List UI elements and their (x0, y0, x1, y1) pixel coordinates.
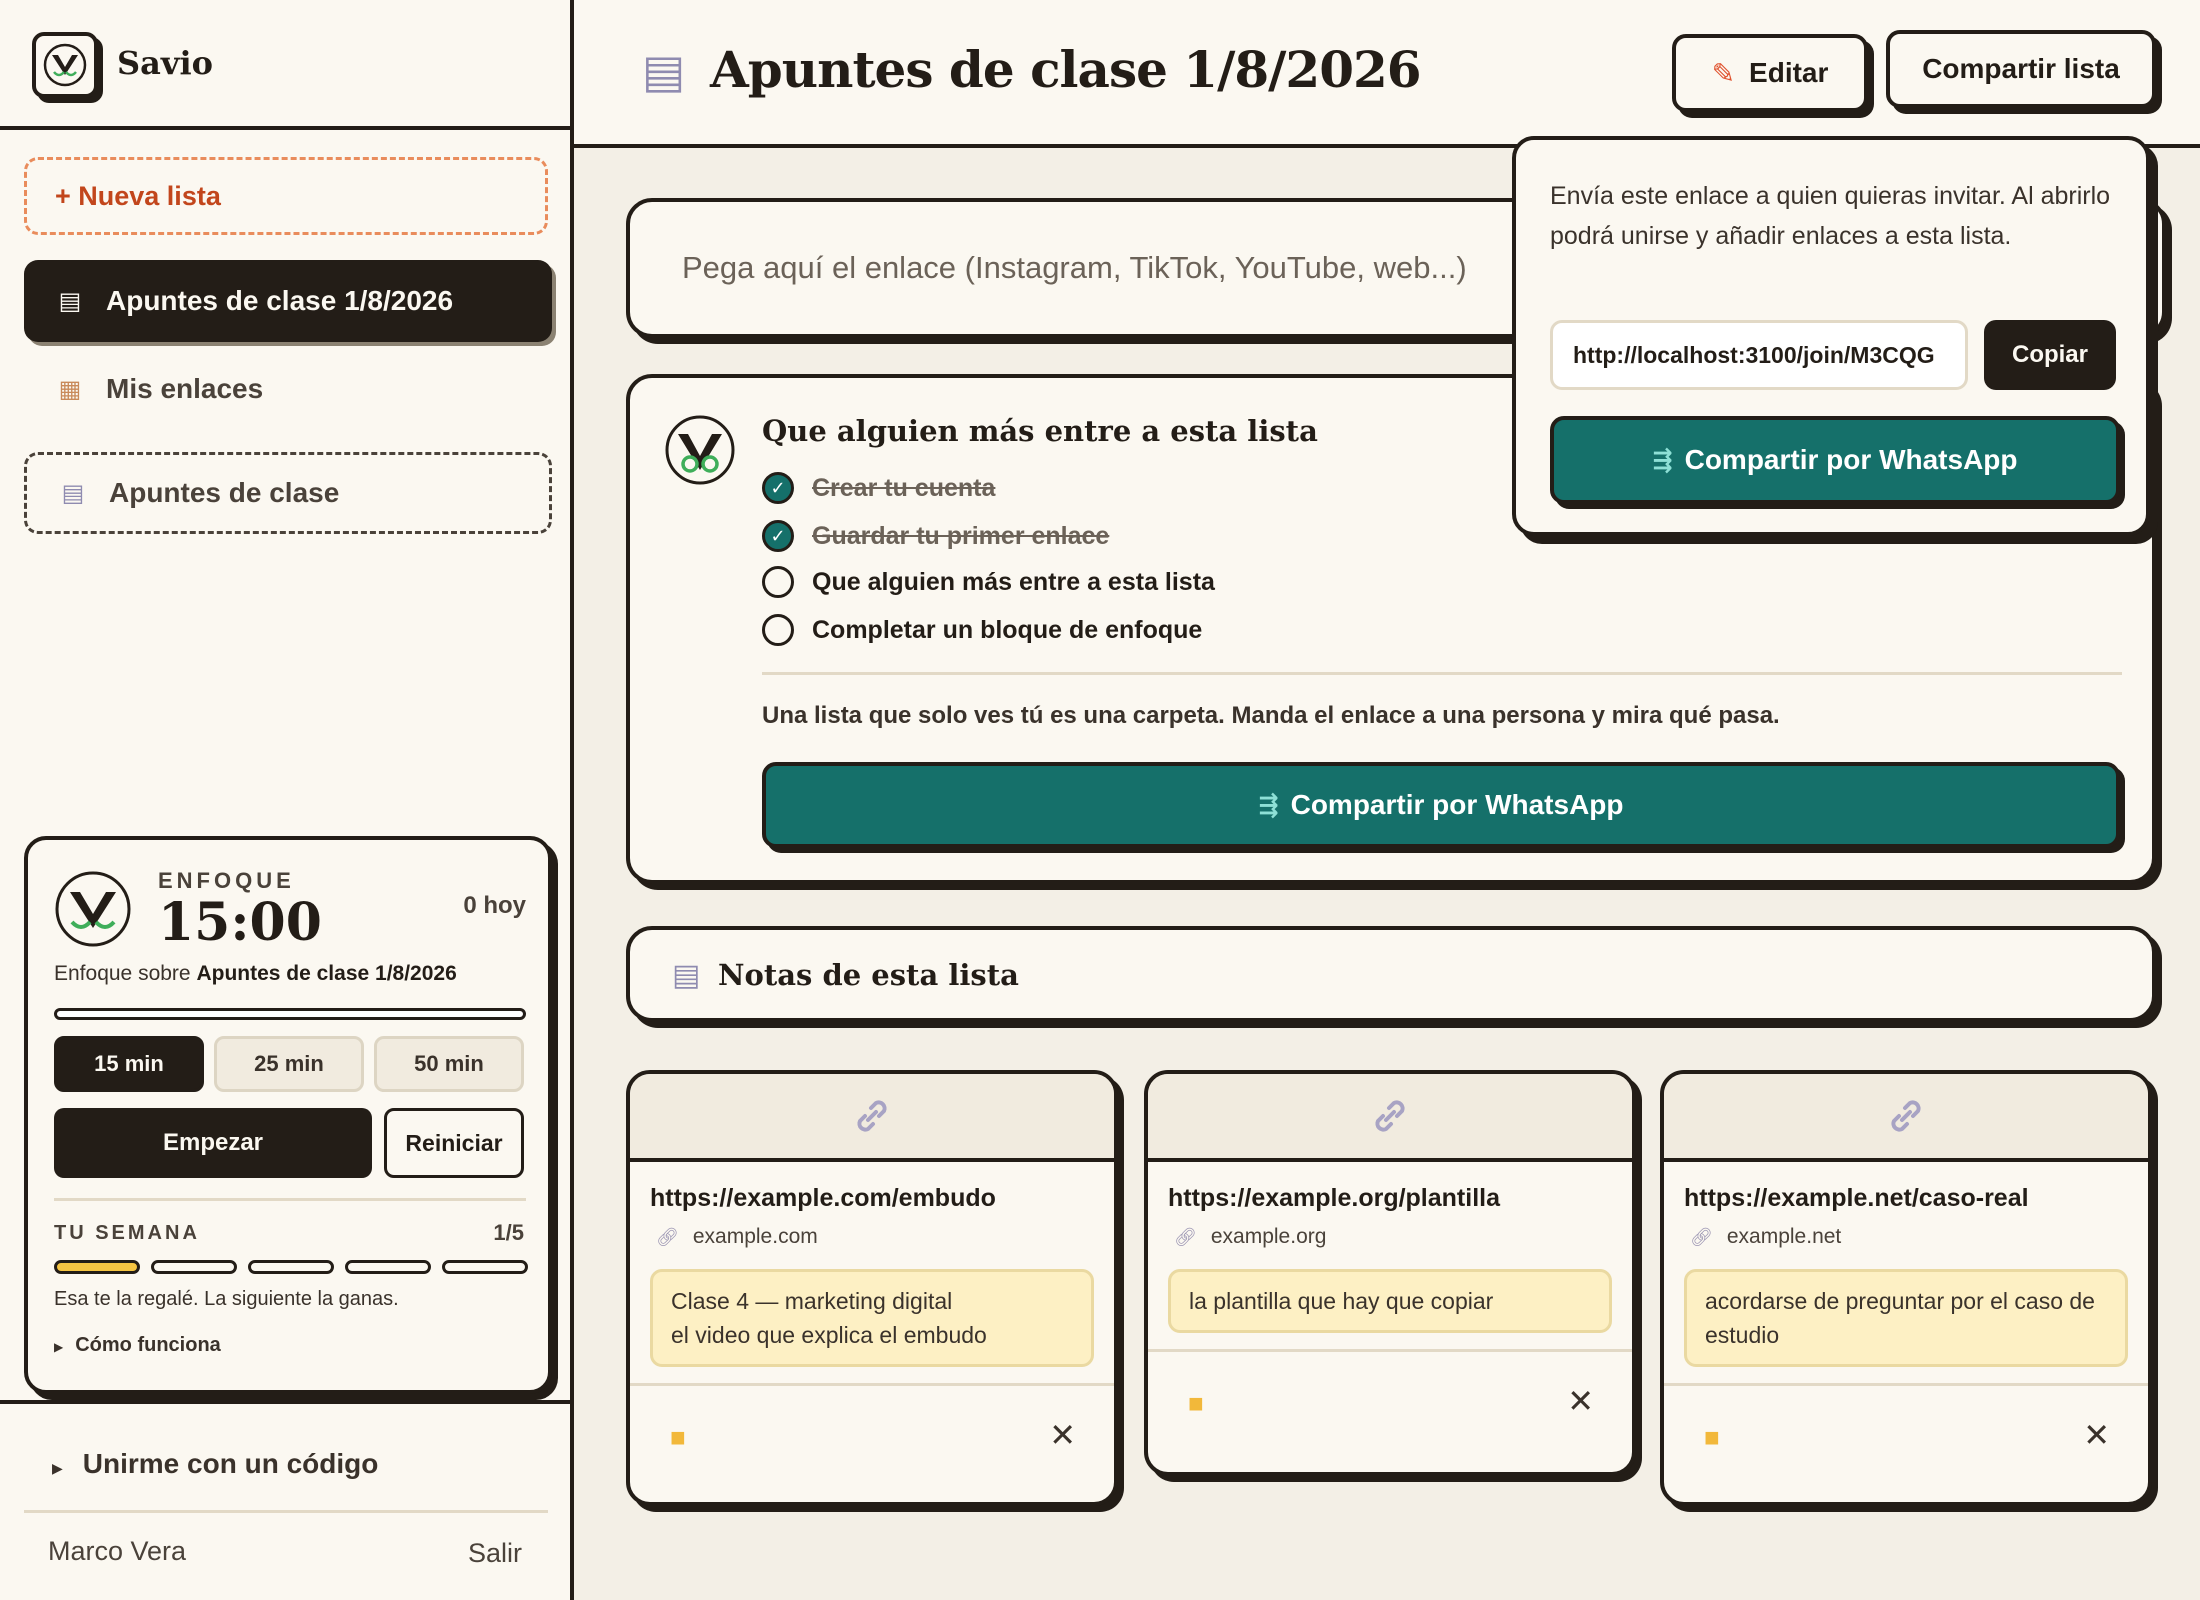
link-icon (1368, 1094, 1412, 1138)
whatsapp-share-button[interactable] (762, 762, 2120, 848)
page-header (574, 0, 2200, 148)
sidebar-item-apuntes-de-clase[interactable] (24, 452, 552, 534)
sidebar (0, 0, 574, 1600)
new-list-button[interactable]: + Nueva lista (24, 157, 548, 235)
edit-button-label: Editar (1749, 57, 1829, 88)
notes-section[interactable] (626, 926, 2156, 1022)
card-footer (1148, 1349, 1632, 1433)
card-url[interactable]: https://example.org/plantilla (1168, 1184, 1500, 1212)
card-url[interactable]: https://example.com/embudo (650, 1184, 996, 1212)
close-icon[interactable]: ✕ (1049, 1417, 1076, 1453)
empty-circle-icon (762, 566, 794, 598)
card-note-line: la plantilla que hay que copiar (1189, 1288, 1494, 1314)
card-domain-label: example.net (1726, 1225, 1842, 1248)
focus-label: ENFOQUE (158, 868, 295, 893)
link-icon: 🔗︎ (1690, 1226, 1713, 1247)
how-it-works-toggle[interactable] (54, 1334, 221, 1357)
sidebar-item-label: Apuntes de clase (109, 477, 340, 508)
sidebar-item-mis-enlaces[interactable] (24, 348, 552, 430)
week-segment (248, 1260, 334, 1274)
card-note-line: estudio (1705, 1322, 1780, 1348)
link-card[interactable] (626, 1070, 1118, 1506)
focus-target-list: Apuntes de clase 1/8/2026 (196, 962, 457, 985)
divider (54, 1198, 526, 1201)
card-footer (630, 1383, 1114, 1467)
link-icon (1884, 1094, 1928, 1138)
checklist-item-label: Completar un bloque de enfoque (812, 615, 1203, 644)
link-icon (850, 1094, 894, 1138)
user-name: Marco Vera (48, 1536, 187, 1566)
card-domain-label: example.org (1210, 1225, 1327, 1248)
folder-icon[interactable]: ■ (1188, 1388, 1204, 1418)
card-note-line: el video que explica el embudo (671, 1322, 987, 1348)
savio-logo-icon (664, 414, 736, 491)
brand-header (0, 0, 570, 130)
share-popover (1512, 136, 2150, 536)
folder-icon[interactable]: ■ (1704, 1422, 1720, 1452)
week-segment (345, 1260, 431, 1274)
share-icon: ⇶ (1652, 446, 1673, 474)
checklist-item (762, 566, 1215, 598)
card-thumbnail (1148, 1074, 1632, 1162)
triangle-right-icon: ▶ (54, 1340, 64, 1354)
checklist-item-label: Guardar tu primer enlace (812, 521, 1110, 550)
share-list-button[interactable]: Compartir lista (1886, 30, 2156, 108)
focus-target (54, 962, 457, 986)
whatsapp-share-label: Compartir por WhatsApp (1290, 789, 1624, 820)
focus-progress-bar (54, 1008, 526, 1020)
week-segment (54, 1260, 140, 1274)
notes-title: Notas de esta lista (718, 958, 1019, 992)
checklist-item (762, 520, 1109, 552)
card-note-line: Clase 4 — marketing digital (671, 1288, 953, 1314)
notepad-icon: ▤ (642, 45, 686, 97)
checklist-item (762, 614, 1202, 646)
focus-card (24, 836, 552, 1394)
checklist-message: Una lista que solo ves tú es una carpeta. Manda el enlace a una persona y mira qué pasa. (762, 702, 1780, 729)
checklist-item-label: Que alguien más entre a esta lista (812, 567, 1215, 596)
card-domain (1174, 1225, 1612, 1249)
join-with-code-label: Unirme con un código (82, 1448, 379, 1479)
check-icon: ✓ (762, 520, 794, 552)
whatsapp-share-label: Compartir por WhatsApp (1684, 444, 2018, 475)
duration-50-button[interactable]: 50 min (374, 1036, 524, 1092)
card-footer (1664, 1383, 2148, 1467)
share-icon: ⇶ (1258, 791, 1279, 819)
checklist-title: Que alguien más entre a esta lista (762, 414, 1318, 448)
start-focus-button[interactable]: Empezar (54, 1108, 372, 1178)
checklist-item (762, 472, 995, 504)
week-count: 1/5 (493, 1220, 524, 1245)
link-input[interactable] (634, 206, 1534, 330)
duration-15-button[interactable]: 15 min (54, 1036, 204, 1092)
focus-logo-icon (54, 870, 132, 953)
focus-target-prefix: Enfoque sobre (54, 962, 191, 985)
duration-25-button[interactable]: 25 min (214, 1036, 364, 1092)
card-url[interactable]: https://example.net/caso-real (1684, 1184, 2029, 1212)
card-note[interactable] (1684, 1269, 2128, 1367)
whatsapp-share-button[interactable] (1550, 416, 2120, 504)
join-with-code-toggle[interactable] (52, 1448, 378, 1480)
check-icon: ✓ (762, 472, 794, 504)
link-card[interactable] (1144, 1070, 1636, 1476)
card-domain (1690, 1225, 2128, 1249)
empty-circle-icon (762, 614, 794, 646)
divider (762, 672, 2122, 675)
card-note-line: acordarse de preguntar por el caso de (1705, 1288, 2095, 1314)
reset-focus-button[interactable]: Reiniciar (384, 1108, 524, 1178)
logout-link[interactable]: Salir (467, 1538, 522, 1568)
week-message: Esa te la regalé. La siguiente la ganas. (54, 1288, 399, 1310)
close-icon[interactable]: ✕ (1567, 1383, 1594, 1419)
week-segment (151, 1260, 237, 1274)
triangle-right-icon: ▶ (52, 1460, 63, 1476)
divider (24, 1510, 548, 1513)
logo[interactable] (32, 32, 98, 98)
link-icon: 🔗︎ (656, 1226, 679, 1247)
savio-logo-icon (42, 42, 88, 88)
card-thumbnail (1664, 1074, 2148, 1162)
brand-name: Savio (117, 44, 213, 82)
card-domain (656, 1225, 1094, 1249)
checklist-item-label: Crear tu cuenta (812, 473, 996, 502)
how-it-works-label: Cómo funciona (75, 1334, 221, 1356)
sidebar-item-apuntes-1-8-2026[interactable] (24, 260, 552, 342)
card-note[interactable] (650, 1269, 1094, 1367)
folder-icon[interactable]: ■ (670, 1422, 686, 1452)
focus-timer: 15:00 (158, 892, 322, 953)
notepad-icon: ▤ (672, 959, 701, 992)
edit-button[interactable] (1672, 34, 1868, 112)
week-segment (442, 1260, 528, 1274)
sidebar-item-label: Mis enlaces (106, 373, 264, 404)
link-icon: 🔗︎ (1174, 1226, 1197, 1247)
invite-url-field[interactable] (1550, 320, 1968, 390)
focus-today-count: 0 hoy (463, 892, 526, 919)
card-thumbnail (630, 1074, 1114, 1162)
card-domain-label: example.com (692, 1225, 818, 1248)
divider (0, 1400, 570, 1404)
clipboard-icon: ▦ (58, 375, 82, 403)
sidebar-item-label: Apuntes de clase 1/8/2026 (106, 285, 454, 316)
card-note[interactable] (1168, 1269, 1612, 1333)
close-icon[interactable]: ✕ (2083, 1417, 2110, 1453)
week-label: TU SEMANA (54, 1222, 200, 1244)
link-card[interactable] (1660, 1070, 2152, 1506)
share-popover-text: Envía este enlace a quien quieras invitar. Al abrirlo podrá unirse y añadir enlaces a esta lista. (1550, 182, 2111, 250)
copy-button[interactable]: Copiar (1984, 320, 2116, 390)
notepad-icon: ▤ (61, 479, 85, 507)
pencil-icon: ✎ (1711, 57, 1736, 89)
notepad-icon: ▤ (58, 287, 82, 315)
page-title: Apuntes de clase 1/8/2026 (710, 40, 1421, 99)
